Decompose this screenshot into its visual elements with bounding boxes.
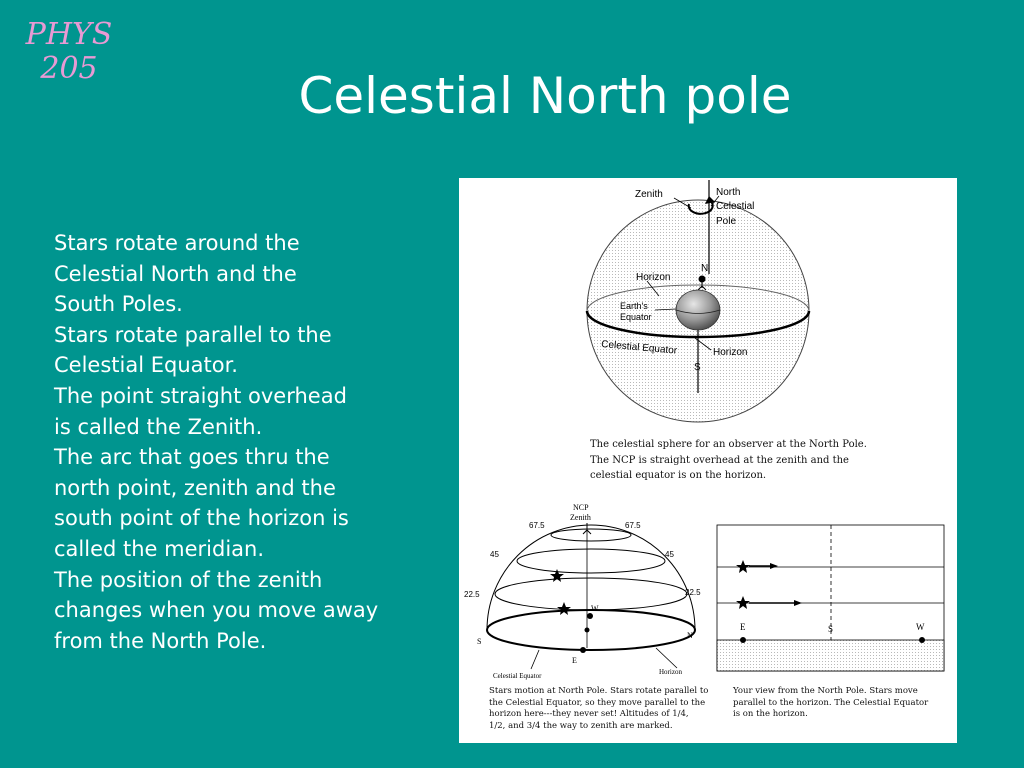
- caption-line: horizon here---they never set! Altitudes of 1/4,: [489, 709, 689, 719]
- ncp-label-line-3: Pole: [716, 216, 737, 227]
- south-label: S: [828, 624, 834, 634]
- body-line: Stars rotate around the: [54, 231, 300, 255]
- altitude-label: 67.5: [625, 521, 641, 530]
- body-line: Celestial Equator.: [54, 353, 238, 378]
- altitude-67-5-ring: [551, 529, 631, 541]
- west-label: W: [916, 622, 925, 632]
- west-point-dot: [587, 613, 593, 619]
- horizon-label-left: Horizon: [636, 272, 671, 283]
- body-line: Celestial North and the: [54, 261, 297, 286]
- caption-line: is on the horizon.: [733, 709, 808, 719]
- body-line: is called the Zenith.: [54, 414, 263, 439]
- celestial-equator-pointer: [531, 650, 539, 669]
- body-line: Stars rotate parallel to the: [54, 322, 332, 347]
- celestial-sphere-figure: [459, 178, 957, 743]
- observer-dot: [699, 276, 706, 283]
- caption-line: celestial equator is on the horizon.: [590, 470, 767, 481]
- observer-dot: [585, 628, 590, 633]
- view-ground: [717, 640, 944, 671]
- east-label: E: [740, 622, 746, 632]
- horizon-label-right: Horizon: [713, 347, 748, 358]
- earth-equator-label-line-2: Equator: [620, 312, 652, 322]
- slide-body-text: [54, 228, 414, 656]
- caption-line: The celestial sphere for an observer at the North Pole.: [590, 439, 867, 450]
- body-line: The arc that goes thru the: [54, 445, 330, 470]
- zenith-label: Zenith: [570, 513, 591, 522]
- altitude-label: 67.5: [529, 521, 545, 530]
- east-label: E: [572, 656, 577, 665]
- observer-view-diagram: [717, 525, 944, 671]
- bottom-left-caption: [489, 686, 708, 732]
- body-line: changes when you move away: [54, 598, 379, 623]
- south-label: S: [477, 637, 482, 646]
- logo-line-1: PHYS: [25, 17, 113, 52]
- north-label: N: [701, 263, 709, 274]
- body-line: from the North Pole.: [54, 628, 267, 653]
- top-sphere-diagram: [587, 180, 809, 422]
- logo-line-2: 205: [40, 51, 98, 86]
- horizon-pointer: [656, 648, 677, 668]
- celestial-equator-label: Celestial Equator: [600, 339, 678, 357]
- body-line: south point of the horizon is: [54, 506, 349, 531]
- star-icon: [557, 602, 571, 615]
- altitude-45-ring: [517, 549, 665, 573]
- altitude-label: 22.5: [685, 588, 701, 597]
- east-point-dot: [580, 647, 586, 653]
- caption-line: 1/2, and 3/4 the way to zenith are marked.: [489, 720, 673, 731]
- celestial-equator-label: Celestial Equator: [493, 672, 542, 680]
- body-line: north point, zenith and the: [54, 475, 336, 500]
- bottom-right-caption: [733, 686, 928, 721]
- star-motion-dome-diagram: [464, 503, 701, 680]
- body-line: South Poles.: [54, 292, 183, 317]
- caption-line: parallel to the horizon. The Celestial Equator: [733, 697, 929, 708]
- body-line: The point straight overhead: [54, 383, 347, 408]
- east-dot: [740, 637, 746, 643]
- earth-globe: [676, 290, 720, 330]
- altitude-label: 22.5: [464, 590, 480, 599]
- top-figure-caption: [590, 437, 867, 484]
- ncp-label-line-2: Celestial: [716, 201, 755, 212]
- west-label: W: [591, 604, 599, 613]
- caption-line: The NCP is straight overhead at the zenith and the: [590, 454, 849, 466]
- north-label: N: [687, 631, 693, 640]
- slide-title: Celestial North pole: [298, 67, 792, 125]
- south-label: S: [694, 362, 701, 373]
- altitude-label: 45: [665, 550, 674, 559]
- body-line: called the meridian.: [54, 536, 265, 561]
- zenith-label: Zenith: [635, 189, 663, 200]
- body-line: The position of the zenith: [54, 567, 323, 592]
- ncp-label-line-1: North: [716, 187, 741, 198]
- caption-line: the Celestial Equator, so they move parallel to the: [489, 697, 706, 708]
- altitude-label: 45: [490, 550, 499, 559]
- caption-line: Your view from the North Pole. Stars move: [733, 686, 918, 696]
- caption-line: Stars motion at North Pole. Stars rotate parallel to: [489, 686, 709, 696]
- ncp-label: NCP: [573, 503, 589, 512]
- west-dot: [919, 637, 925, 643]
- earth-equator-label-line-1: Earth's: [620, 301, 648, 311]
- horizon-label: Horizon: [659, 668, 682, 676]
